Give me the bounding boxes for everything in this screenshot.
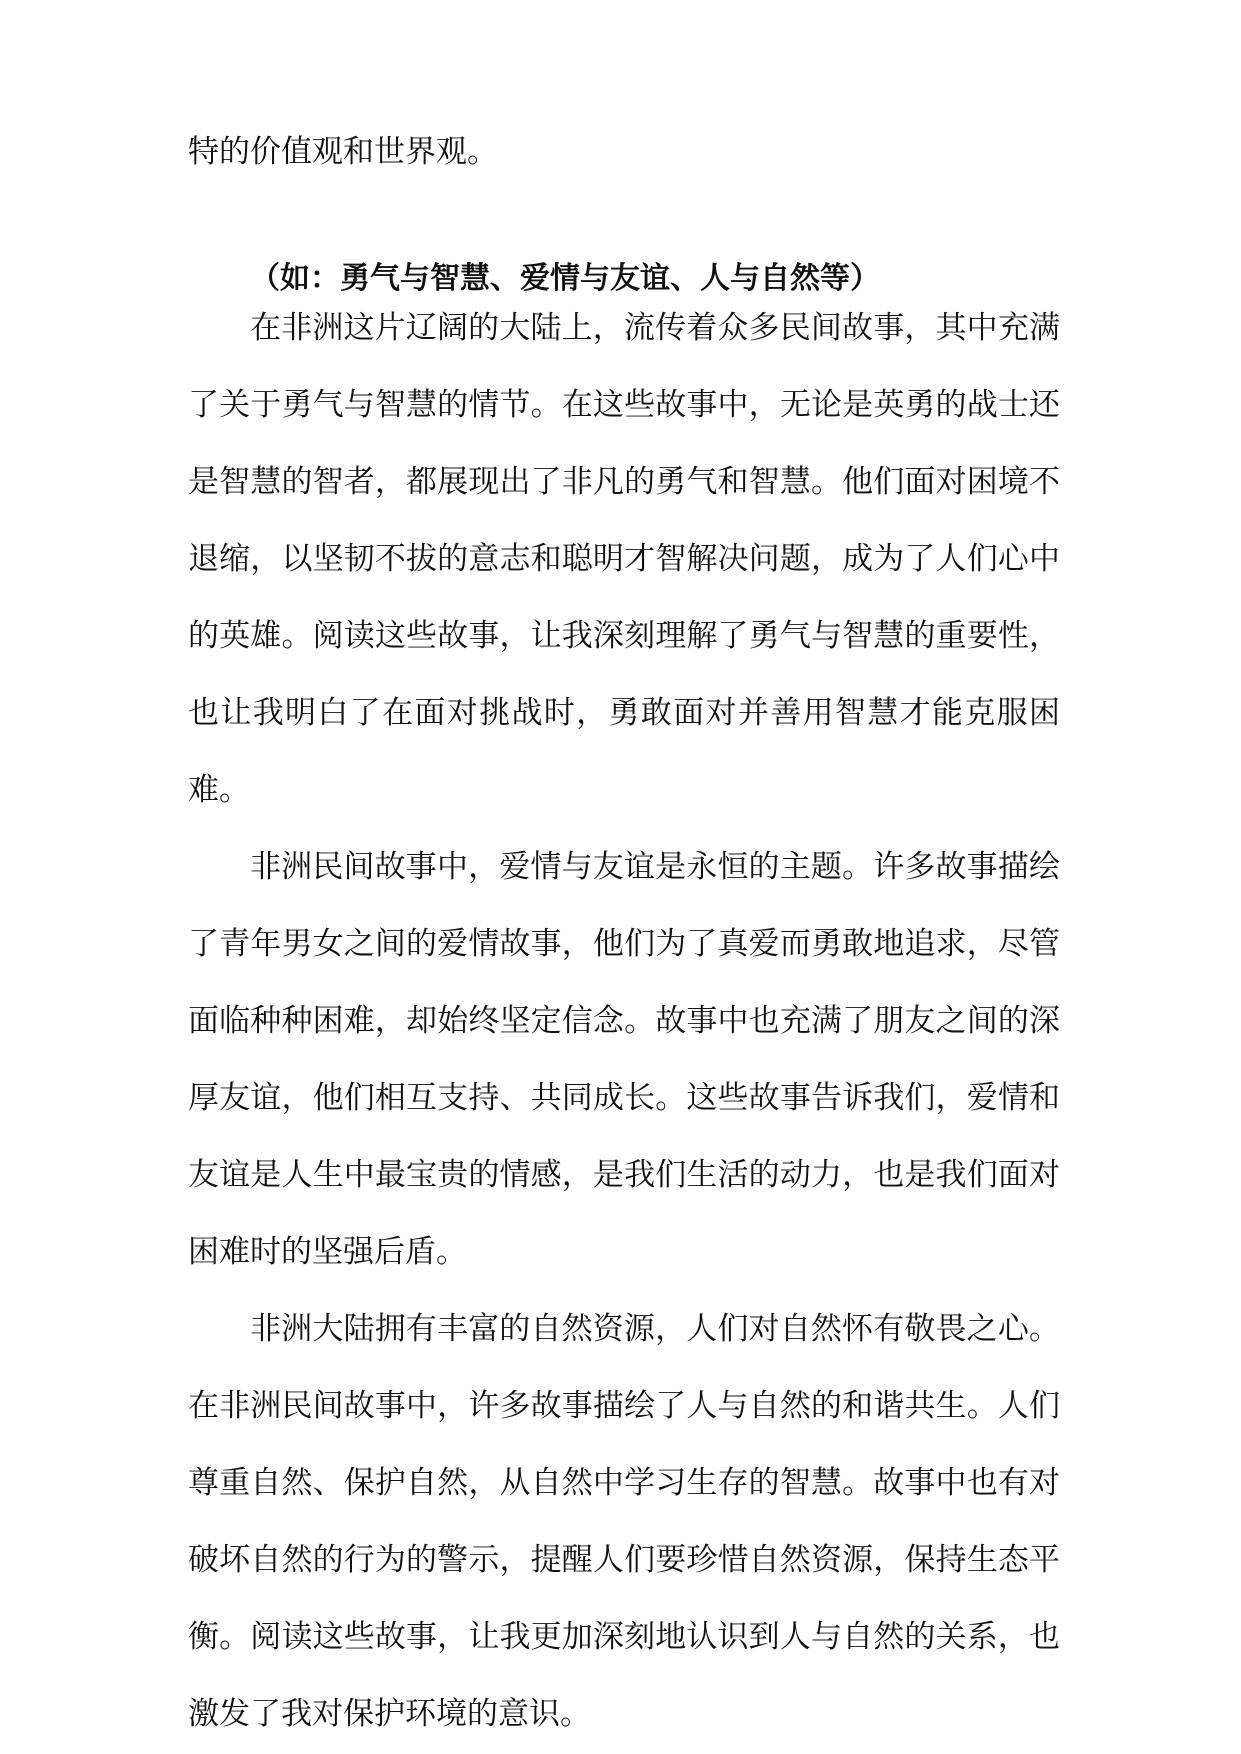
paragraph-courage-wisdom: 在非洲这片辽阔的大陆上，流传着众多民间故事，其中充满了关于勇气与智慧的情节。在这些故事中，无论是英勇的战士还是智慧的智者，都展现出了非凡的勇气和智慧。他们面对困境不退缩，以坚韧不拔的意志和聪明才智解决问题，成为了人们心中的英雄。阅读这些故事，让我深刻理解了勇气与智慧的重要性，也让我明白了在面对挑战时，勇敢面对并善用智慧才能克服困难。	[188, 310, 1060, 808]
body-text-block	[188, 290, 1060, 1753]
paragraph-love-friendship: 非洲民间故事中，爱情与友谊是永恒的主题。许多故事描绘了青年男女之间的爱情故事，他们为了真爱而勇敢地追求，尽管面临种种困难，却始终坚定信念。故事中也充满了朋友之间的深厚友谊，他们相互支持、共同成长。这些故事告诉我们，爱情和友谊是人生中最宝贵的情感，是我们生活的动力，也是我们面对困难时的坚强后盾。	[188, 849, 1060, 1270]
section-heading: （如：勇气与智慧、爱情与友谊、人与自然等）	[250, 261, 880, 296]
continuation-paragraph: 特的价值观和世界观。	[188, 134, 498, 170]
paragraph-human-nature: 非洲大陆拥有丰富的自然资源，人们对自然怀有敬畏之心。在非洲民间故事中，许多故事描绘了人与自然的和谐共生。人们尊重自然、保护自然，从自然中学习生存的智慧。故事中也有对破坏自然的行为的警示，提醒人们要珍惜自然资源，保持生态平衡。阅读这些故事，让我更加深刻地认识到人与自然的关系，也激发了我对保护环境的意识。	[188, 1311, 1060, 1732]
continuation-text-block	[188, 114, 1060, 191]
